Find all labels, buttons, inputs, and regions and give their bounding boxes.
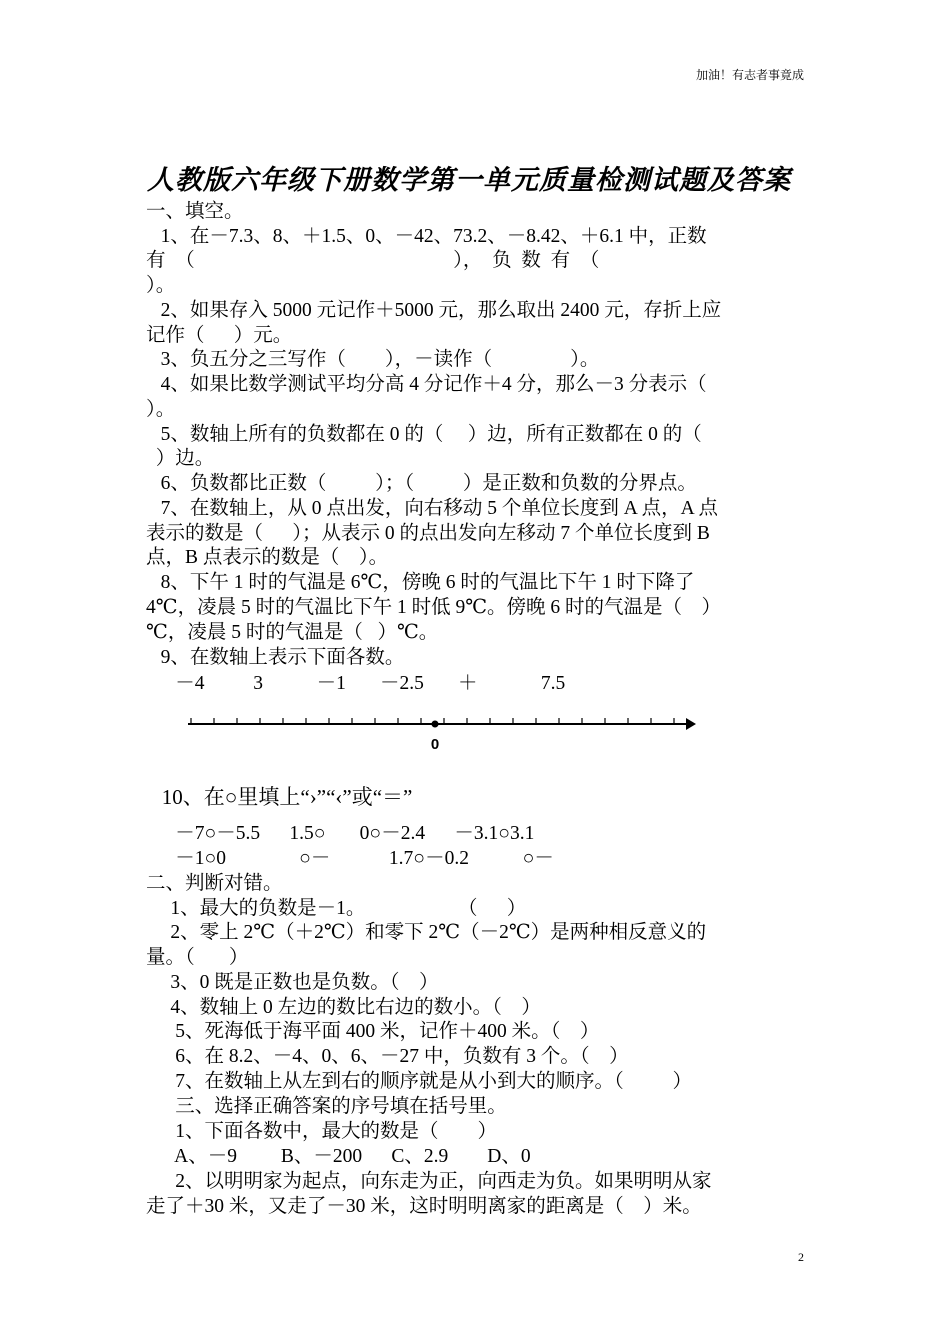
text-line: 5、数轴上所有的负数都在 0 的（ ）边，所有正数都在 0 的（ [146,424,702,445]
page-number: 2 [798,1250,804,1264]
text-line: 走了＋30 米，又走了－30 米，这时明明离家的距离是（ ）米。 [146,1196,702,1217]
text-line: 量。（ ） [146,947,249,968]
text-line: 1、下面各数中，最大的数是（ ） [146,1121,498,1142]
text-line: 1、在－7.3、8、＋1.5、0、－42、73.2、－8.42、＋6.1 中，正数 [146,226,707,247]
section-heading: 三、选择正确答案的序号填在括号里。 [146,1096,507,1117]
text-line: 有 （ ）， 负 数 有 （ [146,250,600,271]
text-line: 1、最大的负数是－1。 （ ） [146,898,527,919]
text-line: 7、在数轴上从左到右的顺序就是从小到大的顺序。（ ） [146,1071,693,1092]
text-line: 6、负数都比正数（ ）；（ ）是正数和负数的分界点。 [146,473,697,494]
section-heading: 二、判断对错。 [146,873,283,894]
text-line: ℃，凌晨 5 时的气温是（ ）℃。 [146,622,439,643]
text-line: 8、下午 1 时的气温是 6℃，傍晚 6 时的气温比下午 1 时下降了 [146,572,695,593]
text-line: 2、零上 2℃（＋2℃）和零下 2℃（－2℃）是两种相反意义的 [146,922,707,943]
arrow-head-icon [686,718,696,730]
text-line: 表示的数是（ ）；从表示 0 的点出发向左移动 7 个单位长度到 B [146,523,710,544]
text-line: 4、数轴上 0 左边的数比右边的数小。（ ） [146,997,541,1018]
text-line: ）。 [146,399,176,420]
text-line: ）。 [146,275,176,296]
page-title: 人教版六年级下册数学第一单元质量检测试题及答案 [147,165,791,195]
page-header: 加油！有志者事竟成 [695,68,804,82]
origin-label: 0 [430,736,440,753]
number-line-figure [186,704,706,754]
text-line: 3、0 既是正数也是负数。（ ） [146,972,439,993]
text-line: 10、在○里填上“›”“‹”或“＝” [146,785,413,809]
text-line: 2、以明明家为起点，向东走为正，向西走为负。如果明明从家 [146,1171,712,1192]
comparison-row: －1○0 ○－ 1.7○－0.2 ○－ [146,848,554,869]
text-line: ）边。 [146,448,215,469]
text-line: 4、如果比数学测试平均分高 4 分记作＋4 分，那么－3 分表示（ [146,374,707,395]
options-row: A、－9 B、－200 C、2.9 D、0 [146,1146,531,1167]
comparison-row: －7○－5.5 1.5○ 0○－2.4 －3.1○3.1 [146,823,535,844]
text-line: 6、在 8.2、－4、0、6、－27 中，负数有 3 个。（ ） [146,1046,629,1067]
text-line: 记作（ ）元。 [146,325,293,346]
text-line: 9、在数轴上表示下面各数。 [146,647,405,668]
text-line: 7、在数轴上，从 0 点出发，向右移动 5 个单位长度到 A 点，A 点 [146,498,719,519]
number-list: －4 3 －1 －2.5 ＋ 7.5 [146,673,566,694]
text-line: 点，B 点表示的数是（ ）。 [146,547,389,568]
text-line: 5、死海低于海平面 400 米，记作＋400 米。（ ） [146,1021,600,1042]
text-line: 4℃，凌晨 5 时的气温比下午 1 时低 9℃。傍晚 6 时的气温是（ ） [146,597,722,618]
text-line: 3、负五分之三写作（ ），－读作（ ）。 [146,349,600,370]
section-heading: 一、填空。 [146,201,244,222]
text-line: 2、如果存入 5000 元记作＋5000 元，那么取出 2400 元，存折上应 [146,300,722,321]
origin-dot [432,721,439,728]
